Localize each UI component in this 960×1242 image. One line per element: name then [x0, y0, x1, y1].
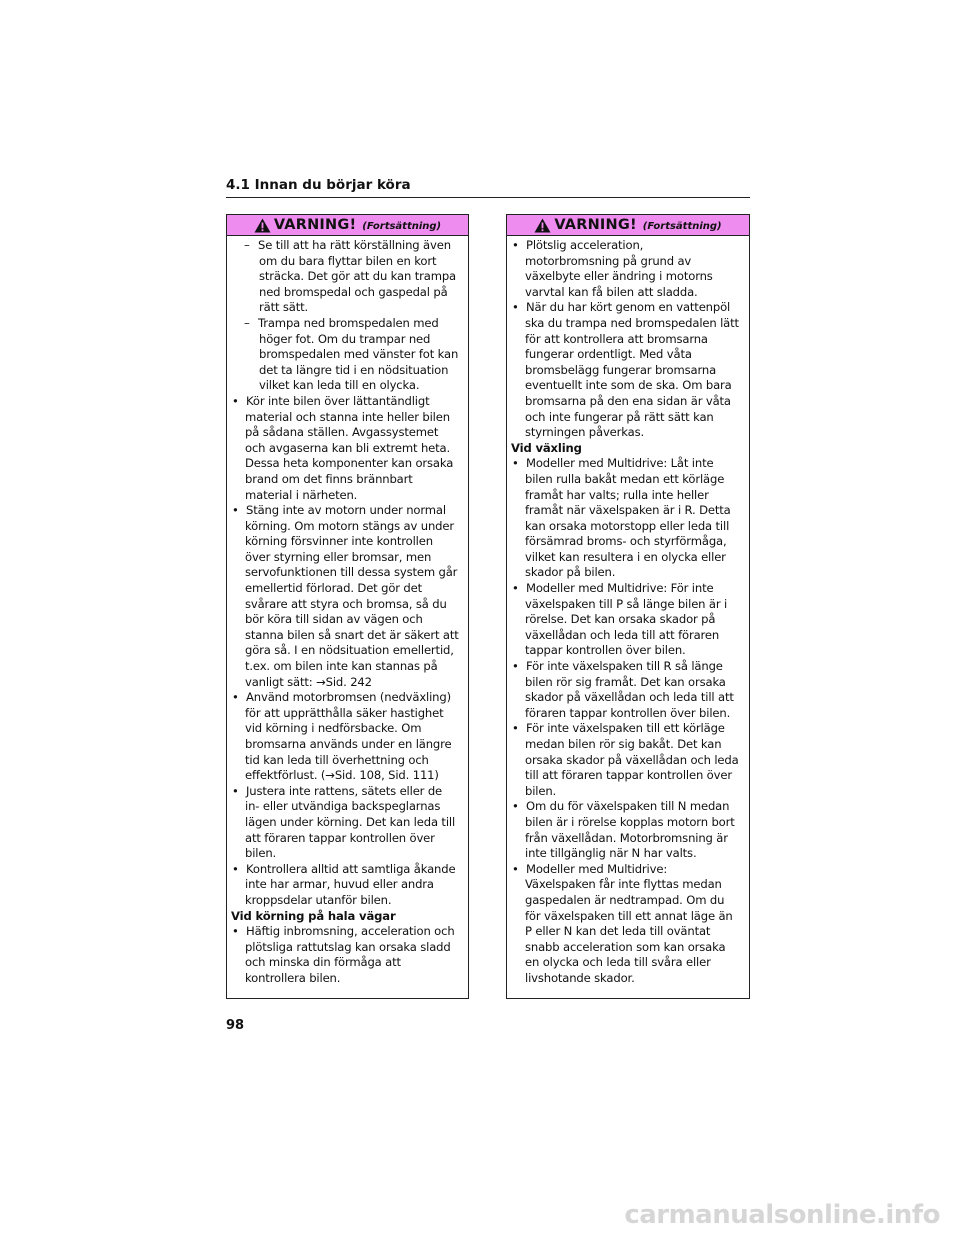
- bullet-continuation: bilen är i rörelse kopplas motorn bort: [525, 814, 735, 829]
- item-text: Se till att ha rätt körställning även: [258, 238, 451, 252]
- warning-header: [227, 215, 468, 236]
- bullet-continuation: skador på växellådan och leda till att: [525, 690, 734, 705]
- warning-header: [507, 215, 749, 236]
- bullet-continuation: bilen rör sig framåt. Det kan orsaka: [525, 674, 726, 689]
- bullet-continuation: Växelspaken får inte flyttas medan: [525, 877, 722, 892]
- bullet-marker: •: [512, 300, 519, 315]
- dash-continuation: höger fot. Om du trampar ned: [259, 331, 431, 346]
- bullet-continuation: livshotande skador.: [525, 970, 635, 985]
- bullet-continuation: kontrollera bilen.: [245, 970, 341, 985]
- bullet-continuation: ska du trampa ned bromspedalen lätt: [525, 315, 739, 330]
- dash-marker: –: [244, 238, 250, 252]
- bullet-continuation: kroppsdelar utanför bilen.: [245, 892, 392, 907]
- bullet-item: [511, 300, 743, 316]
- item-text: Plötslig acceleration,: [526, 238, 644, 252]
- bullet-continuation: brand om det finns brännbart: [245, 471, 413, 486]
- dash-item: [231, 316, 462, 332]
- bullet-continuation: medan bilen rör sig bakåt. Det kan: [525, 737, 722, 751]
- section-header: [226, 177, 750, 198]
- item-text: För inte växelspaken till ett körläge: [526, 721, 725, 736]
- bullet-continuation: gaspedalen är nedtrampad. Om du: [525, 892, 725, 907]
- subheading: Vid körning på hala vägar: [231, 908, 396, 923]
- bullet-continuation: servofunktionen till dessa system går: [245, 565, 458, 580]
- bullet-continuation: framåt har valts; rulla inte heller: [525, 487, 709, 502]
- bullet-marker: •: [512, 799, 519, 814]
- bullet-item: [231, 394, 462, 410]
- bullet-continuation: inte tillgänglig när N har valts.: [525, 846, 697, 861]
- bullet-continuation: effektförlust. (→Sid. 108, Sid. 111): [245, 768, 439, 783]
- item-text: Trampa ned bromspedalen med: [258, 315, 439, 330]
- bullet-continuation: kan orsaka motorstopp eller leda till: [525, 518, 730, 533]
- dash-continuation: om du bara flyttar bilen en kort: [259, 253, 437, 268]
- bullet-marker: •: [232, 503, 239, 518]
- bullet-item: [231, 924, 462, 940]
- bullet-continuation: fungerar ordentligt. Med våta: [525, 347, 692, 362]
- bullet-item: [511, 456, 743, 472]
- bullet-item: [511, 862, 743, 878]
- bullet-item: [511, 721, 743, 737]
- bullet-continuation: varvtal kan få bilen att sladda.: [525, 284, 698, 299]
- item-text: Häftig inbromsning, acceleration och: [246, 924, 455, 939]
- bullet-continuation: bromsbelägg fungerar bromsarna: [525, 362, 717, 377]
- bullet-item: [511, 581, 743, 597]
- bullet-continuation: lägen under körning. Det kan leda till: [245, 814, 456, 829]
- bullet-continuation: emellertid förlorad. Det gör det: [245, 581, 423, 596]
- bullet-continuation: stanna bilen så snart det är säkert att: [245, 627, 459, 642]
- dash-continuation: bromspedalen med vänster fot kan: [259, 347, 459, 362]
- item-text: Modeller med Multidrive: Låt inte: [526, 456, 714, 471]
- warning-title: VARNING!: [273, 217, 357, 233]
- bullet-continuation: material i närheten.: [245, 487, 358, 502]
- warning-body: [227, 236, 468, 987]
- warning-triangle-icon: [534, 218, 551, 233]
- bullet-continuation: bromsarna på den ena sidan är våta: [525, 393, 731, 408]
- bullet-continuation: växellådan och leda till att föraren: [525, 627, 720, 642]
- bullet-continuation: bilen.: [245, 846, 277, 861]
- bullet-continuation: och minska din förmåga att: [245, 955, 401, 970]
- bullet-continuation: för att upprätthålla säker hastighet: [245, 705, 444, 720]
- bullet-continuation: en olycka och leda till svåra eller: [525, 955, 711, 970]
- dash-continuation: rätt sätt.: [259, 300, 309, 315]
- bullet-continuation: bilen.: [525, 783, 557, 798]
- bullet-continuation: framåt när växelspaken är i R. Detta: [525, 503, 731, 518]
- bullet-continuation: t.ex. om bilen inte kan stannas på: [245, 659, 438, 674]
- bullet-continuation: tid kan leda till överhettning och: [245, 752, 429, 767]
- bullet-continuation: styrningen påverkas.: [525, 425, 645, 440]
- page-number: 98: [226, 1018, 245, 1033]
- bullet-continuation: motorbromsning på grund av: [525, 253, 692, 268]
- warning-continuation: (Fortsättning): [362, 221, 442, 232]
- item-text: Stäng inte av motorn under normal: [246, 503, 446, 518]
- bullet-marker: •: [512, 581, 519, 596]
- bullet-continuation: och inte fungerar på rätt sätt kan: [525, 409, 714, 424]
- warning-title: VARNING!: [554, 217, 637, 233]
- bullet-item: [231, 690, 462, 706]
- dash-continuation: ned bromspedal och gaspedal på: [259, 284, 448, 299]
- warning-box-left: [226, 214, 469, 999]
- bullet-continuation: körning försvinner inte kontrollen: [245, 534, 433, 549]
- dash-continuation: vilket kan leda till en olycka.: [259, 378, 420, 393]
- item-text: Om du för växelspaken till N medan: [526, 799, 730, 814]
- bullet-marker: •: [232, 861, 239, 876]
- subheading: Vid växling: [511, 440, 582, 455]
- bullet-continuation: från växellådan. Motorbromsning är: [525, 830, 728, 845]
- bullet-continuation: in- eller utvändiga backspeglarnas: [245, 799, 441, 814]
- bullet-continuation: plötsliga rattutslag kan orsaka sladd: [245, 939, 451, 954]
- bullet-continuation: föraren tappar kontrollen över bilen.: [525, 705, 731, 720]
- bullet-continuation: inte har armar, huvud eller andra: [245, 877, 434, 892]
- item-text: När du har kört genom en vattenpöl: [526, 300, 731, 315]
- bullet-continuation: för att kontrollera att bromsarna: [525, 331, 708, 346]
- item-text: Kör inte bilen över lättantändligt: [246, 393, 430, 408]
- bullet-marker: •: [512, 238, 519, 252]
- bullet-continuation: göra så. I en nödsituation emellertid,: [245, 643, 454, 658]
- bullet-continuation: och avgaserna kan bli extremt heta.: [245, 440, 451, 455]
- section-title: 4.1 Innan du börjar köra: [226, 177, 411, 193]
- bullet-continuation: eventuellt inte som de ska. Om bara: [525, 378, 732, 393]
- bullet-continuation: vanligt sätt: →Sid. 242: [245, 674, 372, 689]
- bullet-item: [231, 503, 462, 519]
- bullet-continuation: över styrning eller bromsar, men: [245, 549, 432, 564]
- bullet-marker: •: [512, 456, 519, 471]
- bullet-continuation: svårare att styra och bromsa, så du: [245, 596, 447, 611]
- bullet-continuation: bör köra till sidan av vägen och: [245, 612, 423, 627]
- bullet-continuation: på sådana ställen. Avgassystemet: [245, 425, 439, 440]
- item-text: Kontrollera alltid att samtliga åkande: [246, 861, 456, 876]
- bullet-continuation: för växelspaken till ett annat läge än: [525, 908, 733, 923]
- bullet-continuation: till att föraren tappar kontrollen över: [525, 768, 732, 783]
- bullet-continuation: körning. Om motorn stängs av under: [245, 518, 454, 533]
- item-text: Modeller med Multidrive:: [526, 861, 668, 876]
- dash-continuation: det ta längre tid i en nödsituation: [259, 362, 449, 377]
- bullet-continuation: bromsarna används under en längre: [245, 737, 452, 751]
- warning-triangle-icon: [254, 218, 271, 233]
- bullet-continuation: orsaka skador på växellådan och leda: [525, 752, 739, 767]
- bullet-item: [511, 659, 743, 675]
- watermark: carmanualsonline.info: [624, 1200, 940, 1230]
- bullet-marker: •: [232, 924, 239, 939]
- dash-marker: –: [244, 315, 250, 330]
- bullet-item: [511, 799, 743, 815]
- bullet-continuation: rörelse. Det kan orsaka skador på: [525, 612, 716, 627]
- item-text: Justera inte rattens, sätets eller de: [246, 783, 443, 798]
- bullet-continuation: skador på bilen.: [525, 565, 616, 580]
- dash-continuation: sträcka. Det gör att du kan trampa: [259, 269, 457, 284]
- bullet-continuation: försämrad broms- och styrförmåga,: [525, 534, 727, 549]
- bullet-item: [231, 784, 462, 800]
- bullet-marker: •: [232, 393, 239, 408]
- bullet-continuation: vilket kan resultera i en olycka eller: [525, 549, 726, 564]
- bullet-continuation: P eller N kan det leda till oväntat: [525, 924, 711, 939]
- bullet-continuation: vid körning i nedförsbacke. Om: [245, 721, 422, 736]
- bullet-continuation: att föraren tappar kontrollen över: [245, 830, 435, 845]
- bullet-item: [511, 238, 743, 254]
- warning-body: [507, 236, 749, 987]
- bullet-continuation: växelbyte eller ändring i motorns: [525, 269, 713, 284]
- bullet-continuation: bilen rulla bakåt medan ett körläge: [525, 471, 725, 486]
- bullet-marker: •: [512, 861, 519, 876]
- bullet-marker: •: [512, 721, 519, 736]
- item-text: För inte växelspaken till R så länge: [526, 659, 723, 674]
- item-text: Modeller med Multidrive: För inte: [526, 581, 714, 596]
- bullet-continuation: tappar kontrollen över bilen.: [525, 643, 686, 658]
- bullet-marker: •: [232, 690, 239, 705]
- warning-box-right: [506, 214, 750, 999]
- bullet-continuation: snabb acceleration som kan orsaka: [525, 939, 726, 954]
- warning-continuation: (Fortsättning): [642, 221, 722, 232]
- bullet-marker: •: [512, 659, 519, 674]
- dash-item: [231, 238, 462, 254]
- bullet-marker: •: [232, 783, 239, 798]
- bullet-item: [231, 862, 462, 878]
- bullet-continuation: Dessa heta komponenter kan orsaka: [245, 456, 454, 471]
- bullet-continuation: material och stanna inte heller bilen: [245, 409, 450, 424]
- bullet-continuation: växelspaken till P så länge bilen är i: [525, 596, 728, 611]
- item-text: Använd motorbromsen (nedväxling): [246, 690, 451, 705]
